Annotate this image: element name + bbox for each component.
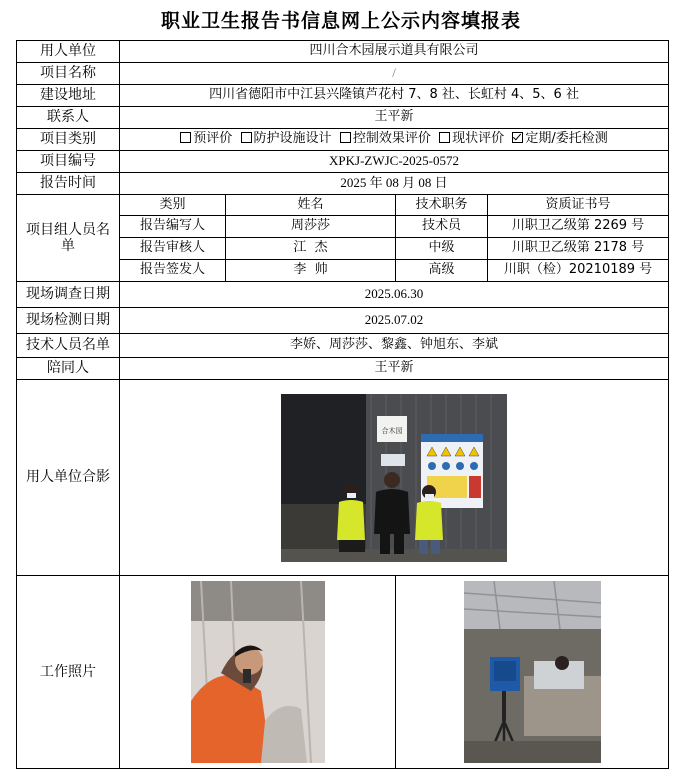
disclosure-form-table: [16, 40, 669, 769]
row-report-time: [17, 173, 669, 195]
team-header-cert: 资质证书号: [488, 195, 669, 216]
project-no-label: 项目编号: [17, 151, 120, 173]
form-title: 职业卫生报告书信息网上公示内容填报表: [160, 10, 521, 32]
row-project-no: [17, 151, 669, 173]
option-status-evaluation[interactable]: [439, 131, 504, 146]
option-control-effect[interactable]: [340, 131, 431, 146]
test-date-value: 2025.07.02: [120, 308, 669, 334]
contact-value: 王平新: [120, 107, 669, 129]
row-address: [17, 85, 669, 107]
option-text: 防护设施设计: [253, 131, 332, 147]
member-title: 中级: [396, 238, 488, 260]
technicians-value: 李娇、周莎莎、黎鑫、钟旭东、李斌: [120, 334, 669, 358]
row-employer: [17, 41, 669, 63]
sign-text: 合木园: [381, 426, 403, 435]
member-cert: 川职卫乙级第 2269 号: [488, 216, 669, 238]
group-photo-label: 用人单位合影: [17, 380, 120, 576]
member-name: 李 帅: [226, 260, 396, 282]
employer-label: 用人单位: [17, 41, 120, 63]
team-label: 项目组人员名单: [17, 195, 120, 282]
checkbox-icon: [340, 132, 351, 143]
team-header-title: 技术职务: [396, 195, 488, 216]
row-project-type: [17, 129, 669, 151]
row-technicians: [17, 334, 669, 358]
option-text: 预评价: [193, 131, 233, 147]
option-protection-design[interactable]: [241, 131, 332, 146]
row-work-photos: [17, 576, 669, 769]
work-photo-right-image: [464, 581, 601, 763]
option-pre-evaluation[interactable]: [180, 131, 232, 146]
row-survey-date: [17, 282, 669, 308]
project-name-value: /: [120, 63, 669, 85]
checkbox-icon: [241, 132, 252, 143]
work-photo-right-cell: [396, 576, 669, 769]
row-contact: [17, 107, 669, 129]
address-value: 四川省德阳市中江县兴隆镇芦花村 7、8 社、长虹村 4、5、6 社: [120, 85, 669, 107]
member-title: 高级: [396, 260, 488, 282]
report-time-label: 报告时间: [17, 173, 120, 195]
member-cert: 川职（检）20210189 号: [488, 260, 669, 282]
member-name: 江 杰: [226, 238, 396, 260]
checkbox-icon: [439, 132, 450, 143]
option-text: 控制效果评价: [352, 131, 431, 147]
member-title: 技术员: [396, 216, 488, 238]
survey-date-label: 现场调查日期: [17, 282, 120, 308]
survey-date-value: 2025.06.30: [120, 282, 669, 308]
technicians-label: 技术人员名单: [17, 334, 120, 358]
project-no-value: XPKJ-ZWJC-2025-0572: [120, 151, 669, 173]
checkbox-icon: [180, 132, 191, 143]
member-name: 周莎莎: [226, 216, 396, 238]
row-project-name: [17, 63, 669, 85]
project-name-label: 项目名称: [17, 63, 120, 85]
row-group-photo: [17, 380, 669, 576]
option-periodic-testing[interactable]: [512, 131, 607, 146]
team-header-category: 类别: [120, 195, 226, 216]
work-photo-left-cell: [120, 576, 396, 769]
row-companion: [17, 358, 669, 380]
row-test-date: [17, 308, 669, 334]
member-cert: 川职卫乙级第 2178 号: [488, 238, 669, 260]
companion-label: 陪同人: [17, 358, 120, 380]
member-role: 报告编写人: [120, 216, 226, 238]
member-role: 报告审核人: [120, 238, 226, 260]
group-photo-cell: [120, 380, 669, 576]
work-photo-left-image: [191, 581, 325, 763]
checkbox-checked-icon: [512, 132, 523, 143]
group-photo-image: [281, 394, 507, 562]
option-text: 定期/委托检测: [525, 131, 608, 147]
work-photos-label: 工作照片: [17, 576, 120, 769]
project-type-label: 项目类别: [17, 129, 120, 151]
address-label: 建设地址: [17, 85, 120, 107]
option-text: 现状评价: [452, 131, 505, 147]
team-header-row: [17, 195, 669, 216]
contact-label: 联系人: [17, 107, 120, 129]
test-date-label: 现场检测日期: [17, 308, 120, 334]
team-header-name: 姓名: [226, 195, 396, 216]
report-time-value: 2025 年 08 月 08 日: [120, 173, 669, 195]
companion-value: 王平新: [120, 358, 669, 380]
project-type-options: [120, 129, 669, 151]
member-role: 报告签发人: [120, 260, 226, 282]
employer-value: 四川合木园展示道具有限公司: [120, 41, 669, 63]
